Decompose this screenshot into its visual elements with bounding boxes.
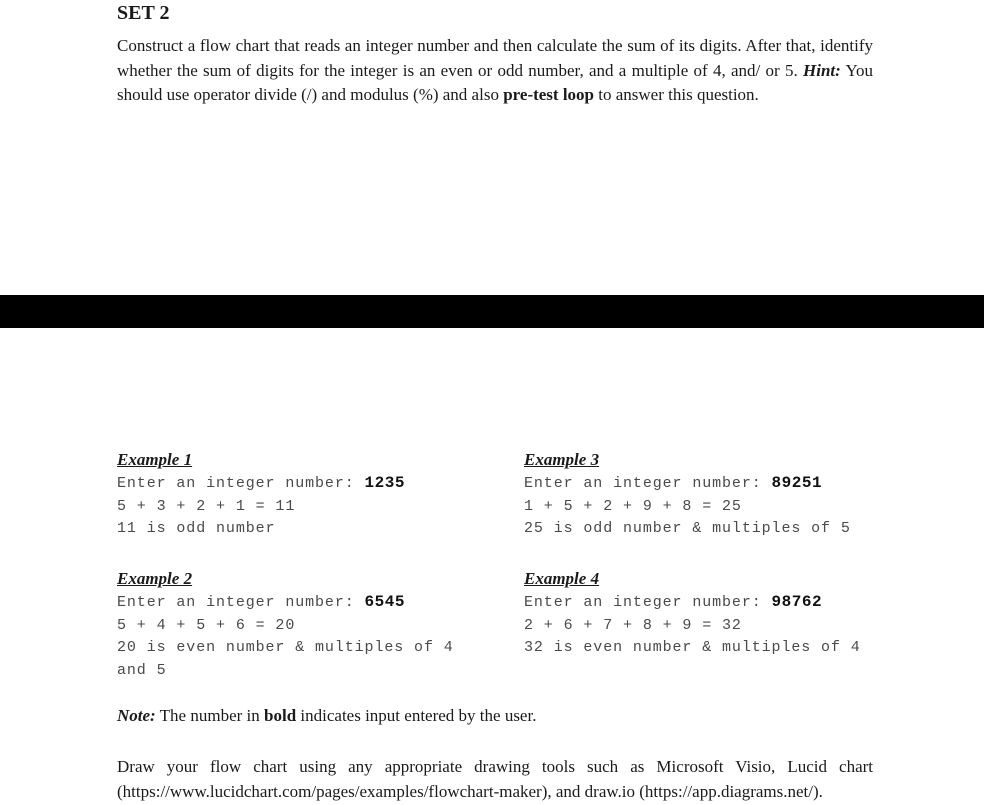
note-text-end: indicates input entered by the user. <box>300 706 537 725</box>
example-prompt-line <box>117 472 517 496</box>
example-sum-line: 5 + 4 + 5 + 6 = 20 <box>117 616 296 634</box>
redaction-bar <box>0 295 984 328</box>
example-input: 6545 <box>364 593 405 611</box>
example-title: Example 4 <box>524 569 600 588</box>
hint-label: Hint: <box>803 60 841 80</box>
example-2 <box>117 567 487 682</box>
example-result-line: 25 is odd number & multiples of 5 <box>524 520 851 537</box>
note-label: Note: <box>117 706 156 725</box>
note-bold-word: bold <box>264 706 297 725</box>
example-result-line: 11 is odd number <box>117 520 276 537</box>
example-prompt-line <box>524 472 924 496</box>
example-1 <box>117 448 517 541</box>
example-result-line: 20 is even number & multiples of 4 and 5 <box>117 639 454 679</box>
example-prompt: Enter an integer number: <box>524 475 772 492</box>
example-sum-line: 2 + 6 + 7 + 8 + 9 = 32 <box>524 616 742 634</box>
note-text: The number in <box>159 706 260 725</box>
example-input: 98762 <box>771 593 823 611</box>
example-sum-line: 5 + 3 + 2 + 1 = 11 <box>117 497 296 515</box>
example-4 <box>524 567 924 660</box>
example-prompt-line <box>117 591 487 615</box>
question-paragraph <box>117 34 873 108</box>
example-prompt-line <box>524 591 924 615</box>
example-prompt: Enter an integer number: <box>524 594 772 611</box>
example-prompt: Enter an integer number: <box>117 594 365 611</box>
hint-text: You should use operator divide (/) and modulus (%) and also <box>117 60 874 104</box>
example-result-line: 32 is even number & multiples of 4 <box>524 639 861 656</box>
hint-bold-phrase: pre-test loop <box>503 85 595 104</box>
example-input: 1235 <box>364 474 405 492</box>
example-sum-line: 1 + 5 + 2 + 9 + 8 = 25 <box>524 497 742 515</box>
hint-text-end: to answer this question. <box>598 85 759 104</box>
note-line <box>117 706 536 726</box>
draw-instruction: Draw your flow chart using any appropriate drawing tools such as Microsoft Visio, Lucid chart (https://www.lucidchart.com/pages/examples/flowchart-maker), and draw.io (https://app.diagrams.net/). <box>117 757 873 801</box>
example-3 <box>524 448 924 541</box>
example-prompt: Enter an integer number: <box>117 475 365 492</box>
example-title: Example 1 <box>117 450 193 469</box>
example-title: Example 3 <box>524 450 600 469</box>
page-title: SET 2 <box>117 2 170 24</box>
example-title: Example 2 <box>117 569 193 588</box>
example-input: 89251 <box>771 474 823 492</box>
question-text: Construct a flow chart that reads an integer number and then calculate the sum of its digits. After that, identify whether the sum of digits for the integer is an even or odd number, and a multiple of 4, and/ or 5. <box>117 36 873 80</box>
